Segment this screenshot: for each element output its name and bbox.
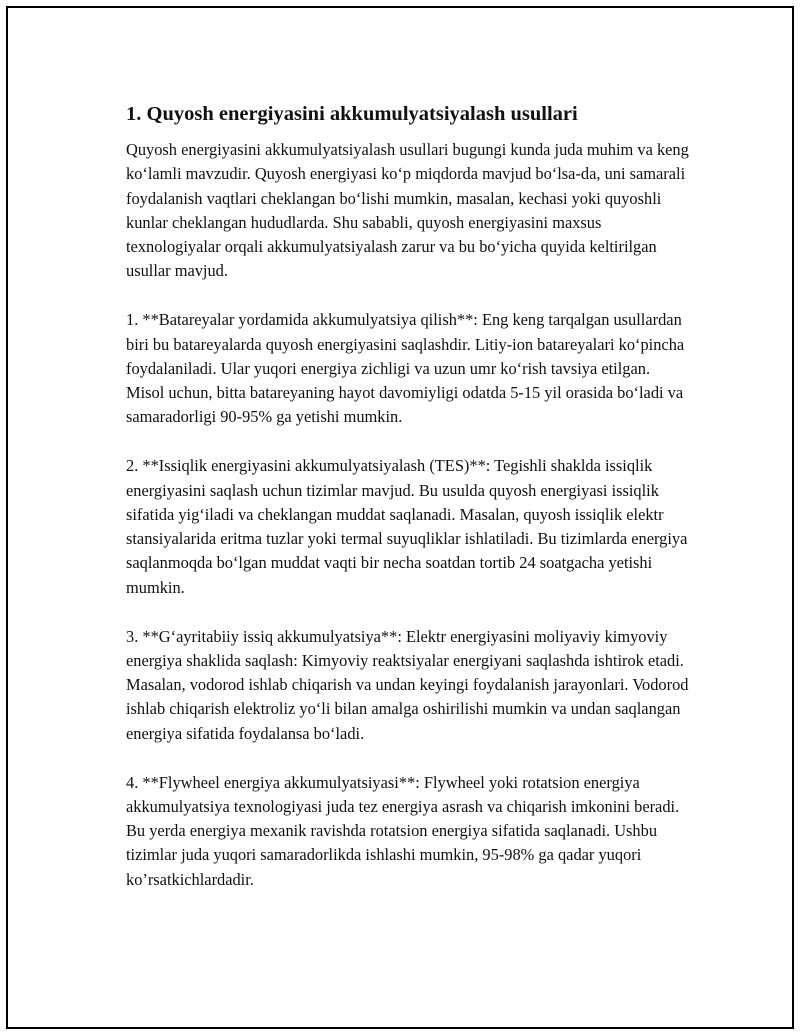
page-frame [6, 6, 794, 1029]
flywheel-paragraph: 4. **Flywheel energiya akkumulyatsiyasi**: Flywheel yoki rotatsion energiya akkumulyatsiya texnologiyasi juda tez energiya asrash va chiqarish imkonini beradi. Bu yerda energiya mexanik ravishda rotatsion energiya sifatida saqlanadi. Ushbu tizimlar juda yuqori samaradorlikda ishlashi mumkin, 95-98% ga qadar yuqori ko’rsatkichlardadir. [126, 772, 680, 889]
chemical-storage-paragraph: 3. **G‘ayritabiiy issiq akkumulyatsiya**: Elektr energiyasini moliyaviy kimyoviy energiya shaklida saqlash: Kimyoviy reaktsiyalar energiyani saqlashda ishtirok etadi. Masalan, vodorod ishlab chiqarish va undan keyingi foydalanish jarayonlari. Vodorod ishlab chiqarish elektroliz yo‘li bilan amalga oshirilishi mumkin va undan saqlangan energiya sifatida foydalansa bo‘ladi. [126, 626, 689, 743]
document-body [126, 101, 692, 892]
thermal-storage-paragraph: 2. **Issiqlik energiyasini akkumulyatsiyalash (TES)**: Tegishli shaklda issiqlik energiyasini saqlash uchun tizimlar mavjud. Bu usulda quyosh energiyasi issiqlik sifatida yig‘iladi va cheklangan muddat saqlanadi. Masalan, quyosh issiqlik elektr stansiyalarida eritma tuzlar yoki termal suyuqliklar ishlatiladi. Bu tizimlarda energiya saqlanmoqda bo‘lgan muddat vaqti bir necha soatdan tortib 24 soatgacha yetishi mumkin. [126, 456, 688, 597]
intro-paragraph: Quyosh energiyasini akkumulyatsiyalash usullari bugungi kunda juda muhim va keng ko‘lamli mavzudir. Quyosh energiyasi ko‘p miqdorda mavjud bo‘lsa-da, uni samarali foydalanish vaqtlari cheklangan bo‘lishi mumkin, masalan, kechasi yoki quyoshli kunlar cheklangan hududlarda. Shu sababli, quyosh energiyasini maxsus texnologiyalar orqali akkumulyatsiyalash zarur va bu bo‘yicha quyida keltirilgan usullar mavjud. [126, 140, 689, 281]
section-heading: 1. Quyosh energiyasini akkumulyatsiyalash usullari [126, 103, 578, 125]
batteries-paragraph: 1. **Batareyalar yordamida akkumulyatsiya qilish**: Eng keng tarqalgan usullardan biri bu batareyalarda quyosh energiyasini saqlashdir. Litiy-ion batareyalari ko‘pincha foydalaniladi. Ular yuqori energiya zichligi va uzun umr ko‘rish tavsiya etilgan. Misol uchun, bitta batareyaning hayot davomiyligi odatda 5-15 yil orasida bo‘ladi va samaradorligi 90-95% ga yetishi mumkin. [126, 310, 685, 427]
